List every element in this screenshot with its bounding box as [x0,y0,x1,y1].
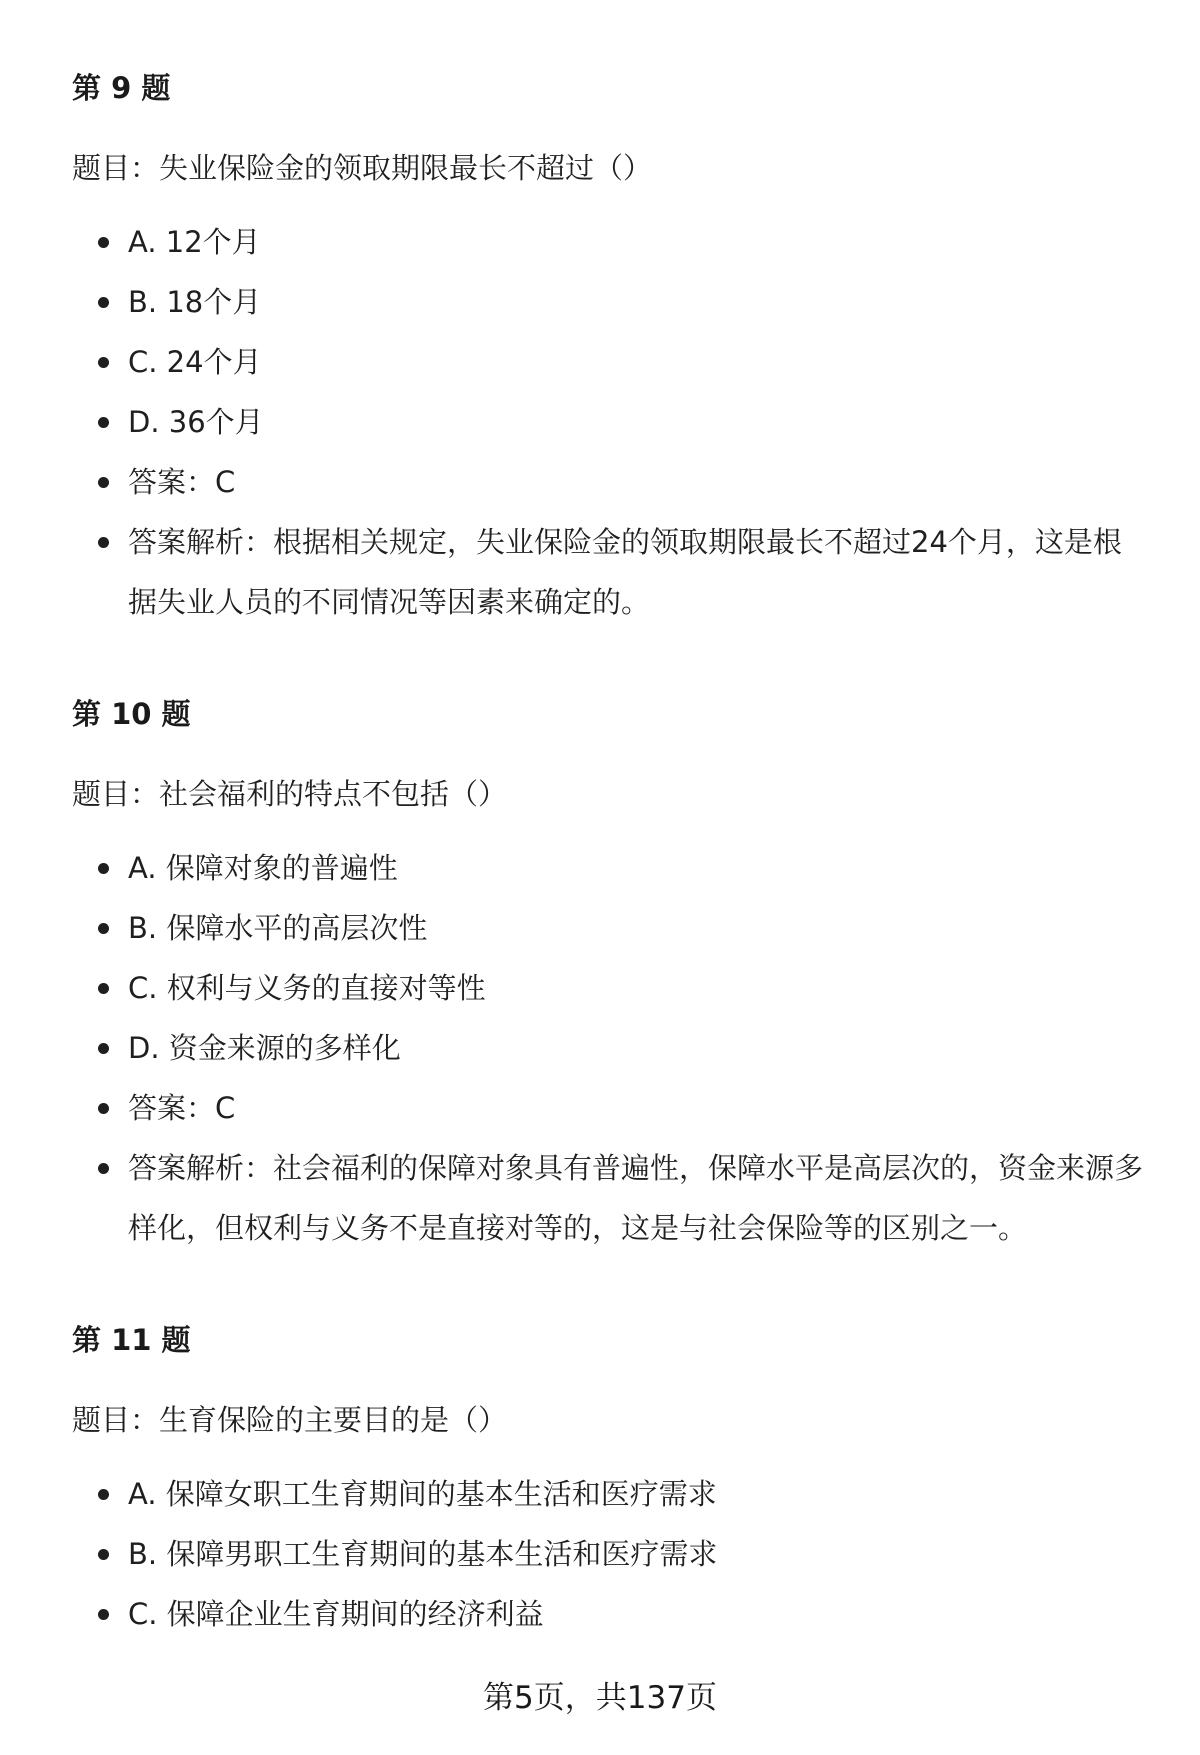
answer-item: 答案：C [0,452,1200,512]
option-item: A. 保障对象的普遍性 [0,838,1200,898]
option-item: D. 36个月 [0,392,1200,452]
option-item: C. 保障企业生育期间的经济利益 [0,1584,1200,1644]
question-stem: 题目：生育保险的主要目的是（） [72,1403,508,1437]
option-item: B. 保障男职工生育期间的基本生活和医疗需求 [0,1524,1200,1584]
option-list [0,1464,1200,1644]
option-item: A. 12个月 [0,212,1200,272]
option-item: B. 18个月 [0,272,1200,332]
question-heading: 第 10 题 [72,697,191,731]
question-stem: 题目：失业保险金的领取期限最长不超过（） [72,151,653,185]
question-stem: 题目：社会福利的特点不包括（） [72,777,508,811]
question-heading: 第 11 题 [72,1323,191,1357]
analysis-item: 答案解析：根据相关规定，失业保险金的领取期限最长不超过24个月，这是根据失业人员的不同情况等因素来确定的。 [0,512,1200,632]
option-item: B. 保障水平的高层次性 [0,898,1200,958]
analysis-item: 答案解析：社会福利的保障对象具有普遍性，保障水平是高层次的，资金来源多样化，但权利与义务不是直接对等的，这是与社会保险等的区别之一。 [0,1138,1200,1258]
question-heading: 第 9 题 [72,71,171,105]
answer-item: 答案：C [0,1078,1200,1138]
option-item: C. 权利与义务的直接对等性 [0,958,1200,1018]
option-list [0,838,1200,1258]
option-item: A. 保障女职工生育期间的基本生活和医疗需求 [0,1464,1200,1524]
page-number-footer: 第5页，共137页 [483,1680,717,1716]
option-item: D. 资金来源的多样化 [0,1018,1200,1078]
option-item: C. 24个月 [0,332,1200,392]
option-list [0,212,1200,632]
